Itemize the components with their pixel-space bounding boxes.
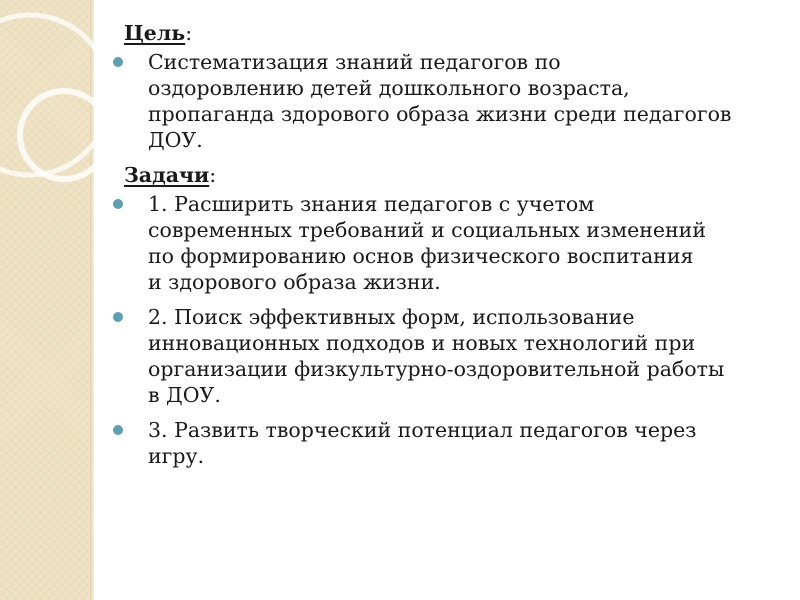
task-item-line: организации физкультурно-оздоровительной работы <box>148 357 725 381</box>
task-item-line: 1. Расширить знания педагогов с учетом <box>148 192 595 216</box>
task-item-2 <box>112 304 782 408</box>
goal-item <box>112 49 782 153</box>
goal-item-line: пропаганда здорового образа жизни среди педагогов <box>148 102 732 126</box>
goal-item-line: ДОУ. <box>148 128 203 152</box>
bullet-dot-icon <box>113 199 123 209</box>
bullet-dot-icon <box>113 312 123 322</box>
task-item-line: инновационных подходов и новых технологий при <box>148 331 696 355</box>
task-item-1 <box>112 191 782 295</box>
goal-item-line: Систематизация знаний педагогов по <box>148 50 561 74</box>
task-item-line: по формированию основ физического воспитания <box>148 244 694 268</box>
task-item-3 <box>112 417 782 469</box>
bullet-dot-icon <box>113 425 123 435</box>
task-item-line: современных требований и социальных изменений <box>148 218 706 242</box>
task-item-line: 3. Развить творческий потенциал педагогов через <box>148 418 697 442</box>
task-item-line: и здорового образа жизни. <box>148 270 441 294</box>
slide-content <box>112 20 782 478</box>
goal-heading <box>124 20 782 46</box>
bullet-dot-icon <box>113 57 123 67</box>
tasks-heading <box>124 162 782 188</box>
tasks-heading-word: Задачи <box>124 163 210 187</box>
tasks-heading-colon: : <box>209 163 217 187</box>
goal-item-line: оздоровлению детей дошкольного возраста, <box>148 76 630 100</box>
goal-heading-colon: : <box>185 21 193 45</box>
task-item-line: в ДОУ. <box>148 383 221 407</box>
task-item-line: 2. Поиск эффективных форм, использование <box>148 305 635 329</box>
goal-heading-word: Цель <box>124 21 186 45</box>
task-item-line: игру. <box>148 444 205 468</box>
